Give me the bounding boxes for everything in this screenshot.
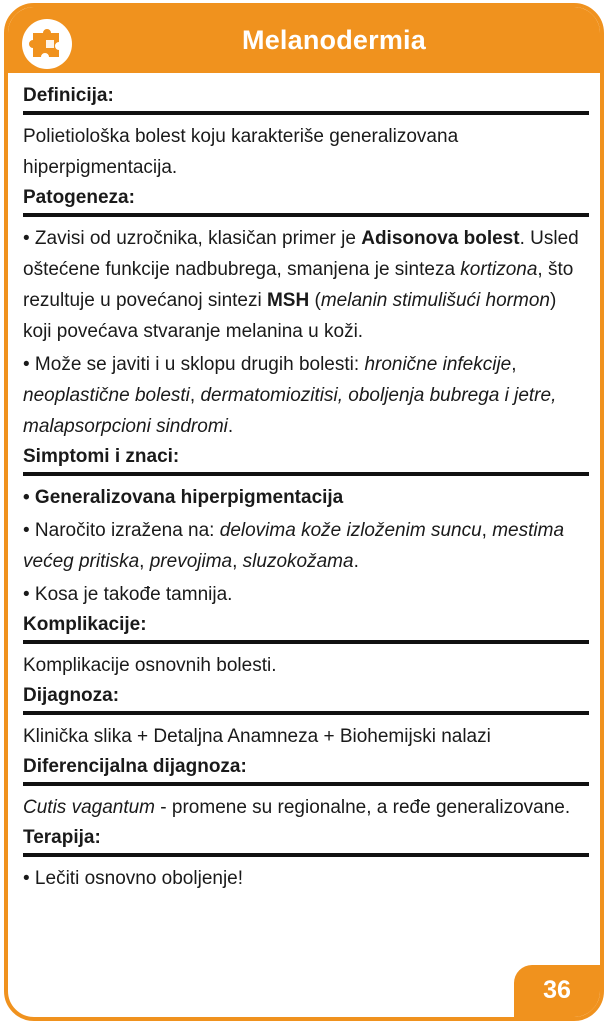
section-text: Komplikacije osnovnih bolesti.: [23, 655, 277, 676]
simptomi-item-2: • Naročito izražena na: delovima kože izloženim suncu, mestima većeg pritiska, prevojima, sluzokožama.: [23, 520, 565, 572]
section-definicija: [23, 83, 589, 183]
section-dijagnoza: [23, 683, 589, 752]
section-terapija: [23, 825, 589, 894]
section-heading: Diferencijalna dijagnoza:: [23, 756, 247, 777]
section-heading: Patogeneza:: [23, 187, 135, 208]
simptomi-item-3: • Kosa je takođe tamnija.: [23, 584, 233, 605]
section-text: Klinička slika + Detaljna Anamneza + Biohemijski nalazi: [23, 726, 491, 747]
section-text: Polietiološka bolest koju karakteriše generalizovana hiperpigmentacija.: [23, 126, 459, 178]
content: [23, 83, 589, 896]
header-bar: [8, 7, 600, 73]
section-text: • Lečiti osnovno oboljenje!: [23, 868, 244, 889]
divider: [23, 111, 589, 115]
logo: [22, 19, 72, 69]
divider: [23, 472, 589, 476]
section-heading: Simptomi i znaci:: [23, 446, 180, 467]
divider: [23, 711, 589, 715]
divider: [23, 853, 589, 857]
page-title: Melanodermia: [242, 25, 426, 55]
patogeneza-paragraph-2: • Može se javiti i u sklopu drugih bolesti: hronične infekcije, neoplastične bolesti, dermatomiozitisi, oboljenja bubrega i jetre, malapsorpcioni sindromi.: [23, 354, 557, 437]
section-text: Cutis vagantum - promene su regionalne, a ređe generalizovane.: [23, 797, 571, 818]
section-patogeneza: [23, 185, 589, 442]
patogeneza-paragraph-1: • Zavisi od uzročnika, klasičan primer je Adisonova bolest. Usled oštećene funkcije nadbubrega, smanjena je sinteza kortizona, što rezultuje u povećanoj sintezi MSH (melanin stimulišući hormon) koji povećava stvaranje melanina u koži.: [23, 228, 579, 342]
section-heading: Terapija:: [23, 827, 101, 848]
divider: [23, 782, 589, 786]
puzzle-icon: [29, 26, 65, 62]
section-heading: Dijagnoza:: [23, 685, 120, 706]
page-number: 36: [514, 965, 600, 1017]
section-heading: Komplikacije:: [23, 614, 147, 635]
card: [4, 3, 604, 1021]
section-komplikacije: [23, 612, 589, 681]
section-simptomi: [23, 444, 589, 610]
section-diferencijalna: [23, 754, 589, 823]
divider: [23, 640, 589, 644]
divider: [23, 213, 589, 217]
section-heading: Definicija:: [23, 85, 114, 106]
simptomi-item-1: • Generalizovana hiperpigmentacija: [23, 487, 344, 508]
